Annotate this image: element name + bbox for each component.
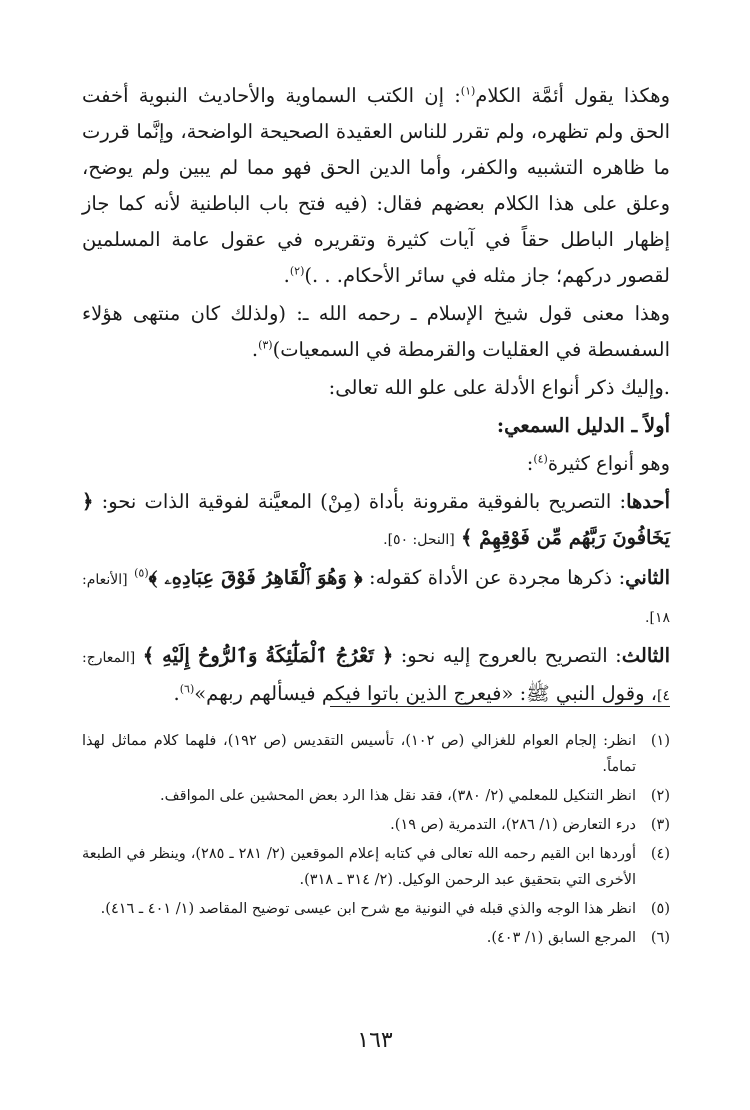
footnote-5 xyxy=(82,896,670,922)
footnote-2 xyxy=(82,783,670,809)
item3-end: . xyxy=(173,682,180,705)
footnote-number: (٦) xyxy=(650,930,670,946)
paragraph-3 xyxy=(82,370,670,406)
footnote-ref-5[interactable]: (٥) xyxy=(134,566,149,580)
footnote-number: (٢) xyxy=(650,788,670,804)
para2-end: . xyxy=(251,338,259,361)
evidence-item-3 xyxy=(82,638,670,714)
footnote-ref-3[interactable]: (٣) xyxy=(258,338,273,352)
para4-text: وهو أنواع كثيرة xyxy=(547,452,670,475)
footnote-divider xyxy=(330,706,670,707)
item3-text: : التصريح بالعروج إليه نحو: xyxy=(400,644,622,667)
item2-lead: الثاني xyxy=(625,566,671,589)
item2-text: : ذكرها مجردة عن الأداة كقوله: xyxy=(369,566,626,589)
footnote-number: (٣) xyxy=(650,817,670,833)
footnote-text: أوردها ابن القيم رحمه الله تعالى في كتابه إعلام الموقعين (٢/ ٢٨١ ـ ٢٨٥)، وينظر في الطبعة الأخرى التي بتحقيق عبد الرحمن الوكيل. (٢/ ٣١٤ ـ ٣١٨). xyxy=(82,846,636,888)
para3-text: .وإليك ذكر أنواع الأدلة على علو الله تعالى: xyxy=(328,376,670,399)
item3-hadith: ، وقول النبي ﷺ: «فيعرج الذين باتوا فيكم فيسألهم ربهم» xyxy=(194,682,657,705)
footnotes xyxy=(82,728,670,954)
footnote-6 xyxy=(82,925,670,951)
para4-end: : xyxy=(526,452,534,475)
evidence-item-2 xyxy=(82,560,670,636)
footnote-ref-6[interactable]: (٦) xyxy=(179,682,195,696)
footnote-text: انظر هذا الوجه والذي قبله في النونية مع شرح ابن عيسى توضيح المقاصد (١/ ٤٠١ ـ ٤١٦). xyxy=(100,901,636,917)
footnote-ref-2[interactable]: (٢) xyxy=(289,264,305,278)
footnote-1 xyxy=(82,728,670,780)
item2-citation: [الأنعام: ١٨]. xyxy=(82,572,670,626)
footnote-number: (٥) xyxy=(650,901,670,917)
para1-rest: : إن الكتب السماوية والأحاديث النبوية أخفت الحق ولم تظهره، ولم تقرر للناس العقيدة الصحيحة الواضحة، وإنَّما قررت ما ظاهره التشبيه والكفر، وأما الدين الحق فهو مما لم يبين ولم يوضح، وعلق على هذا الكلام بعضهم فقال: (فيه فتح باب الباطنية لأنه كما جاز إظهار الباطل حقاً في آيات كثيرة وتقريره في عقول عامة المسلمين لقصور دركهم؛ جاز مثله في سائر الأحكام. . .) xyxy=(82,84,670,287)
footnote-3 xyxy=(82,812,670,838)
footnote-text: انظر التنكيل للمعلمي (٢/ ٣٨٠)، فقد نقل هذا الرد بعض المحشين على المواقف. xyxy=(160,788,636,804)
item1-citation: [النحل: ٥٠]. xyxy=(383,532,455,548)
paragraph-4 xyxy=(82,446,670,482)
footnote-number: (٤) xyxy=(650,846,670,862)
item1-quran-verse: ﴿ يَخَافُونَ رَبَّهُم مِّن فَوْقِهِمْ ﴾ xyxy=(82,490,670,549)
para1-end: . xyxy=(283,264,290,287)
paragraph-2 xyxy=(82,296,670,368)
footnote-ref-4[interactable]: (٤) xyxy=(533,452,548,466)
paragraph-1 xyxy=(82,78,670,294)
item1-lead: أحدها xyxy=(626,490,670,513)
item3-lead: الثالث xyxy=(621,644,671,667)
footnote-number: (١) xyxy=(650,733,670,749)
item3-citation: [المعارج: ٤] xyxy=(82,650,670,704)
item1-text: : التصريح بالفوقية مقرونة بأداة (مِنْ) المعيَّنة لفوقية الذات نحو: xyxy=(101,490,627,513)
evidence-item-1 xyxy=(82,484,670,558)
main-text xyxy=(82,78,670,714)
footnote-text: انظر: إلجام العوام للغزالي (ص ١٠٢)، تأسيس التقديس (ص ١٩٢)، فلهما كلام مماثل لهذا تماماً. xyxy=(82,733,636,775)
footnote-text: درء التعارض (١/ ٢٨٦)، التدمرية (ص ١٩). xyxy=(390,817,636,833)
footnote-ref-1[interactable]: (١) xyxy=(460,84,476,98)
item2-quran-verse: ﴿ وَهُوَ ٱلْقَاهِرُ فَوْقَ عِبَادِهِۦ ﴾ xyxy=(148,566,363,589)
page-number: ١٦٣ xyxy=(357,1028,393,1053)
footnote-4 xyxy=(82,841,670,893)
para2-text: وهذا معنى قول شيخ الإسلام ـ رحمه الله ـ: (ولذلك كان منتهى هؤلاء السفسطة في العقليات والقرمطة في السمعيات) xyxy=(82,302,670,361)
para1-text: وهكذا يقول أئمَّة الكلام xyxy=(475,84,670,107)
item3-quran-verse: ﴿ تَعْرُجُ ٱلْمَلَٰٓئِكَةُ وَٱلرُّوحُ إِلَيْهِ ﴾ xyxy=(142,644,394,667)
section-heading: أولاً ـ الدليل السمعي: xyxy=(496,414,670,437)
footnote-text: المرجع السابق (١/ ٤٠٣). xyxy=(486,930,636,946)
